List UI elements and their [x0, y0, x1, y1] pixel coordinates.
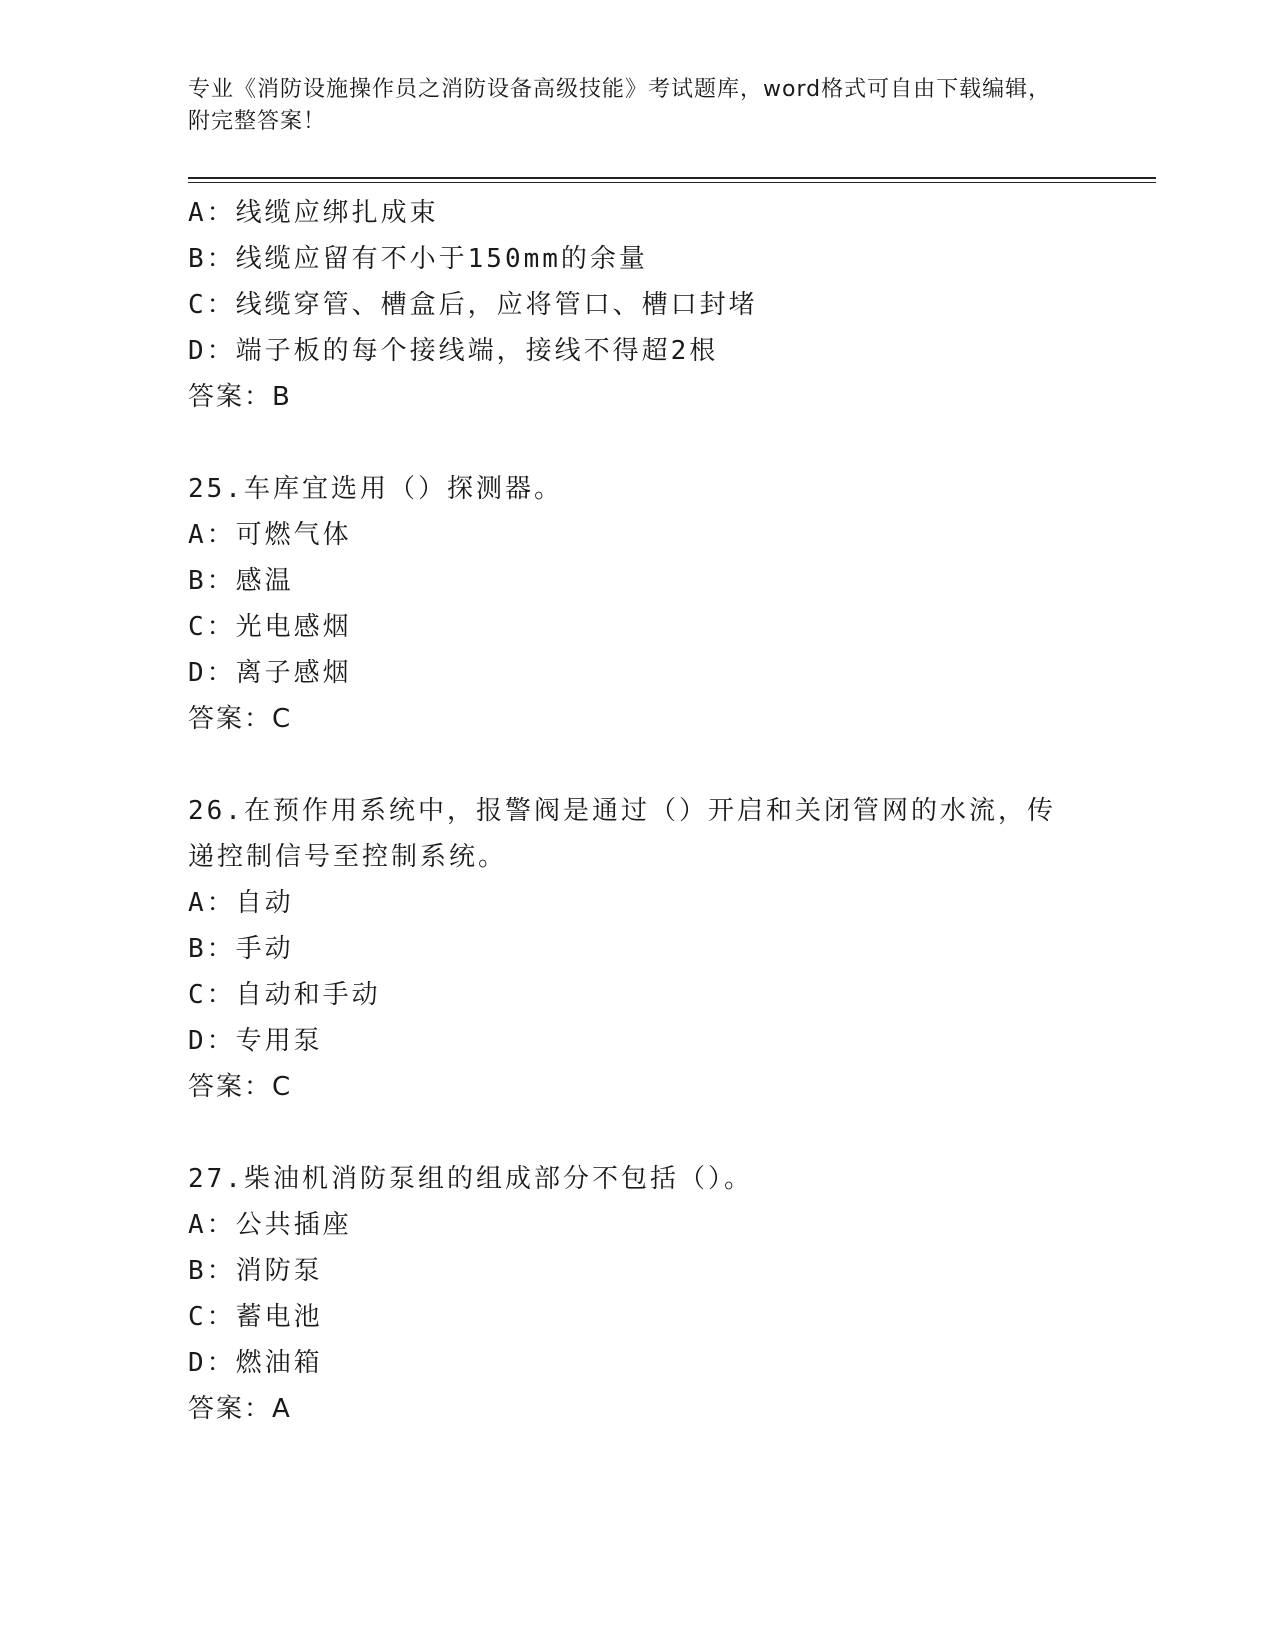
option-a: A：自动: [188, 888, 294, 918]
option-a: A：线缆应绑扎成束: [188, 198, 439, 228]
answer-line: 答案：C: [188, 704, 293, 734]
answer-line: 答案：C: [188, 1072, 293, 1102]
spacer: [188, 1110, 1088, 1156]
answer-line: 答案：A: [188, 1394, 292, 1424]
option-c: C：蓄电池: [188, 1302, 323, 1332]
option-c: C：线缆穿管、槽盒后，应将管口、槽口封堵: [188, 290, 758, 320]
option-d: D：专用泵: [188, 1026, 323, 1056]
option-d: D：离子感烟: [188, 658, 352, 688]
spacer: [188, 420, 1088, 466]
question-block-27: [188, 1156, 1088, 1432]
header-divider-thick: [188, 177, 1156, 179]
option-c: C：自动和手动: [188, 980, 381, 1010]
answer-line: 答案：B: [188, 382, 292, 412]
option-c: C：光电感烟: [188, 612, 352, 642]
option-d: D：燃油箱: [188, 1348, 323, 1378]
question-stem: 25.车库宜选用（）探测器。: [188, 474, 563, 504]
document-header: 专业《消防设施操作员之消防设备高级技能》考试题库，word格式可自由下载编辑，附完整答案！: [188, 77, 1052, 134]
option-b: B：线缆应留有不小于150mm的余量: [188, 244, 648, 274]
question-block-25: [188, 466, 1088, 742]
option-b: B：消防泵: [188, 1256, 323, 1286]
question-stem: 26.在预作用系统中，报警阀是通过（）开启和关闭管网的水流，传递控制信号至控制系统。: [188, 796, 1056, 872]
question-block-24: [188, 190, 1088, 420]
option-a: A：可燃气体: [188, 520, 352, 550]
spacer: [188, 742, 1088, 788]
question-block-26: [188, 788, 1088, 1110]
option-a: A：公共插座: [188, 1210, 352, 1240]
header-divider-thin: [188, 182, 1156, 183]
option-b: B：感温: [188, 566, 294, 596]
question-list: [188, 190, 1088, 1432]
option-d: D：端子板的每个接线端，接线不得超2根: [188, 336, 719, 366]
option-b: B：手动: [188, 934, 294, 964]
question-stem: 27.柴油机消防泵组的组成部分不包括（）。: [188, 1164, 753, 1194]
